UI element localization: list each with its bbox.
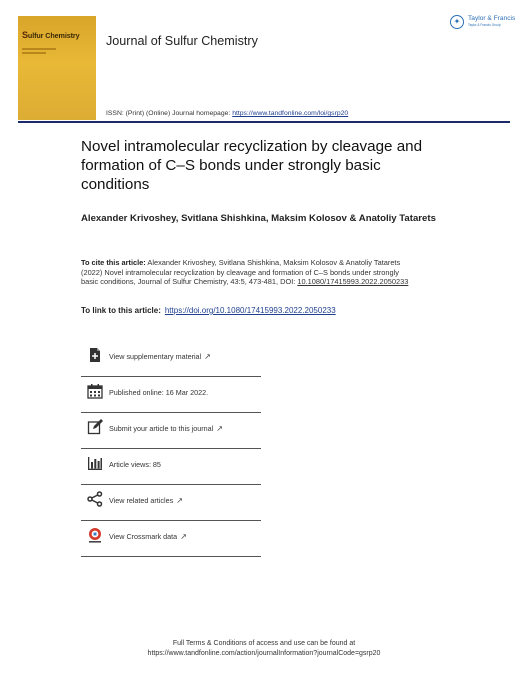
cite-doi-link[interactable]: 10.1080/17415993.2022.2050233 (297, 277, 409, 286)
supplementary-label: View supplementary material (109, 352, 202, 361)
external-link-icon: ↗ (216, 424, 223, 433)
article-views-label: Article views: 85 (109, 460, 161, 469)
issn-line (106, 110, 348, 117)
calendar-icon (87, 383, 103, 399)
journal-name: Journal of Sulfur Chemistry (106, 34, 258, 48)
journal-homepage-link[interactable]: https://www.tandfonline.com/loi/gsrp20 (232, 110, 349, 117)
supplementary-material-item[interactable] (81, 341, 261, 377)
cite-label: To cite this article: (81, 258, 146, 267)
crossmark-item[interactable] (81, 521, 261, 557)
cover-decoration (22, 48, 56, 50)
article-views-item (81, 449, 261, 485)
submit-icon (87, 419, 103, 435)
related-articles-item[interactable] (81, 485, 261, 521)
crossmark-icon (87, 527, 103, 543)
link-line (81, 306, 336, 315)
article-actions-list (81, 341, 261, 557)
bar-chart-icon (87, 455, 103, 471)
cover-decoration (22, 52, 46, 54)
article-title: Novel intramolecular recyclization by cleavage and formation of C–S bonds under strongly basic conditions (81, 138, 423, 193)
link-label: To link to this article: (81, 306, 161, 315)
issn-text: ISSN: (Print) (Online) Journal homepage: (106, 110, 233, 117)
published-online-label: Published online: 16 Mar 2022. (109, 388, 209, 397)
publisher-sub: Taylor & Francis Group (468, 23, 501, 27)
footer-terms-text: Full Terms & Conditions of access and use can be found at (172, 640, 356, 647)
article-authors: Alexander Krivoshey, Svitlana Shishkina, Maksim Kolosov & Anatoliy Tatarets (81, 213, 436, 224)
external-link-icon: ↗ (204, 352, 211, 361)
footer (0, 639, 528, 659)
journal-cover-image (18, 16, 96, 120)
footer-terms-link[interactable]: https://www.tandfonline.com/action/journalInformation?journalCode=gsrp20 (147, 649, 381, 657)
publisher-logo[interactable] (450, 14, 516, 32)
supplementary-icon (87, 347, 103, 363)
related-icon (87, 491, 103, 507)
submit-label: Submit your article to this journal (109, 424, 214, 433)
crossmark-label: View Crossmark data (109, 532, 178, 541)
header-divider (18, 121, 510, 123)
published-online-item (81, 377, 261, 413)
citation-block (81, 258, 411, 287)
cover-title: Sulfur Chemistry (22, 30, 80, 40)
related-articles-label: View related articles (109, 496, 174, 505)
article-doi-link[interactable]: https://doi.org/10.1080/17415993.2022.2050233 (164, 306, 336, 315)
external-link-icon: ↗ (180, 532, 187, 541)
publisher-name: Taylor & Francis (468, 15, 516, 22)
external-link-icon: ↗ (176, 496, 183, 505)
cite-text: Alexander Krivoshey, Svitlana Shishkina, Maksim Kolosov & Anatoliy Tatarets (2022) Novel intramolecular recyclization by cleavage and formation of C–S bonds under strongly basic conditions, Journal of Sulfur Chemistry, 43:5, 473-481, DOI: (81, 258, 401, 286)
publisher-logo-icon: ✦ (450, 15, 464, 29)
submit-article-item[interactable] (81, 413, 261, 449)
